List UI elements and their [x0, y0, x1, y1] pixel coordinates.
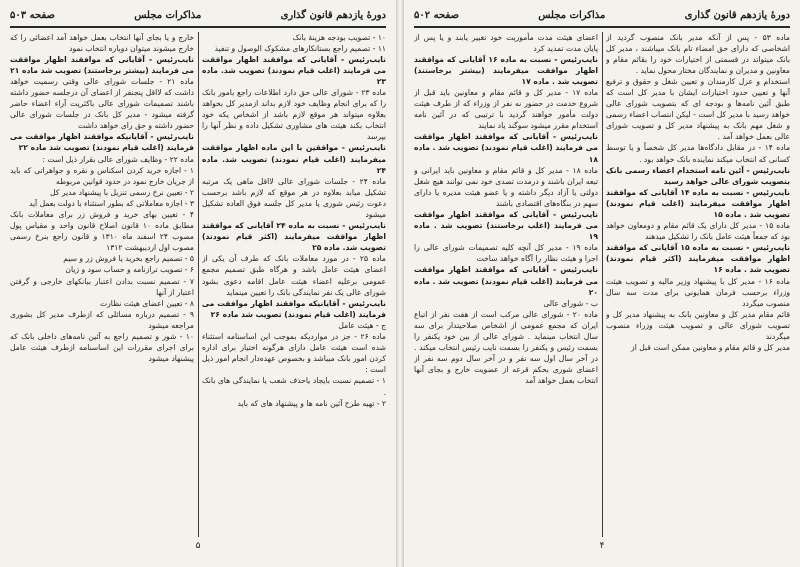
page-label: صفحه ۵۰۳: [10, 9, 55, 21]
text-paragraph: اعضای هیئت مدت مأموریت خود تغییر یابند و یا پس از پایان مدت تمدید کرد: [414, 32, 598, 53]
text-paragraph: ج - هیئت عامل: [338, 320, 386, 330]
header-rule: [414, 26, 790, 28]
text-paragraph: ۶ - تصویب ترازنامه و حساب سود و زیان: [65, 265, 194, 275]
text-paragraph: ۹ - تصمیم درباره مسائلی که ازطرف مدیر کل بشوری مراجعه میشود: [10, 309, 194, 330]
session-title: دورهٔ یازدهم قانون گذاری: [684, 9, 790, 21]
text-paragraph: ماده ۱۴ - در مقابل دادگاه‌ها مدیر کل شخصاً و یا توسط کسانی که انتخاب میکند نماینده بانک خواهد بود .: [606, 143, 790, 164]
text-paragraph: ماده ۱۶ - مدیر کل با پیشنهاد وزیر مالیه و تصویب هیئت وزراء برحسب فرمان همایونی برای مدت سه سال منصوب میگردد: [606, 276, 790, 308]
page-502: [404, 0, 800, 567]
speaker-paragraph: نایب‌رئیس - نسبت به ماده ۲۴ آقایانی که موافقند اظهار موافقت میفرمایند (اکثر قیام نمودند) تصویب شد. ماده ۲۵: [202, 221, 386, 253]
text-paragraph: ماده ۲۱ - جلسات شورای عالی وقتی رسمیت خواهد داشت که لااقل پنجنفر از اعضای آن درجلسه حضور داشته باشند تصمیمات شورای عالی باکثریت آراء اعضاء حاضر گرفته میشود - مدیر کل بانک در جلسات شورای عالی حضور داشته و حق رای خواهد داشت: [10, 76, 194, 131]
speaker-paragraph: نایب‌رئیس - نسبت به ماده ۱۵ آقایانی که موافقند اظهار موافقت میفرمایند (اکثر قیام نمودند) تصویب شد . ماده ۱۶: [606, 243, 790, 275]
text-paragraph: ماده ۵۳ - پس از آنکه مدیر بانک منصوب گردید از اشخاصی که دارای حق امضاء تام بانک میباشند ، مدیر کل بانک میتواند در قسمتی از اختیارات خود را بقائم مقام و معاونین و مدیران و نمایندگان مختار محول نماید .: [606, 32, 790, 75]
text-paragraph: ۱ - اجازه خرید کردن اسکناس و نقره و جواهراتی که باید از جریان خارج نمود در حدود قوانین مربوطه: [10, 165, 194, 186]
text-paragraph: ماده ۱۸ - مدیر کل و قائم مقام و معاونین باید ایرانی و تبعه ایران باشند و درمدت تصدی خود نمی توانند هیچ شغل دولتی یا آزاد دیگر داشته و یا عضو هیئت مدیره یا دارای سهم در بنگاه‌های اقتصادی باشند: [414, 165, 598, 208]
text-paragraph: ماده ۲۶ - جز در مواردیکه بموجب این اساسنامه استثناء شده است هیئت عامل دارای هرگونه اختیار برای اداره کردن امور بانک میباشد و بخصوص عهده‌دار انجام امور ذیل است :: [202, 332, 386, 375]
text-paragraph: قائم مقام مدیر کل و معاونین بانک به پیشنهاد مدیر کل و تصویب شورای عالی و تصویب هیئت وزراء منصوب میگردند: [606, 309, 790, 342]
page-number: ۵: [195, 540, 201, 551]
speaker-paragraph: نایب‌رئیس - نسبت به ماده ۱۴ آقایانی که موافقند اظهار موافقت میفرمایند (اغلب قیام نمودند) تصویب شد . ماده ۱۵: [606, 187, 790, 219]
text-columns: [10, 32, 386, 537]
document-title: مذاکرات مجلس: [538, 9, 606, 21]
column-divider: [198, 32, 199, 537]
speaker-paragraph: نایب‌رئیس - آقایانی که موافقند اظهار موافقت می فرمایند (اغلب قیام نمودند) تصویب شد . ماده ۱۸: [414, 132, 598, 164]
text-paragraph: ماده ۲۳ - شورای عالی حق دارد اطلاعات راجع بامور بانک را که برای انجام وظایف خود لازم بداند ازمدیر کل بخواهد بعلاوه میتواند هر موقع لازم باشد از اشخاص یکه خود انتخاب بکند هیئت های مشاوری تشکیل داده و نظر آنها را بپرسد: [202, 87, 386, 142]
text-paragraph: ۱۱ - تصمیم راجع بستانکارهای مشکوک الوصول و تنفیذ: [214, 43, 386, 53]
text-paragraph: ۱۰ - شور و تصمیم راجع به آئین نامه‌های داخلی بانک که برای اجرای مقررات این اساسنامه ازطرف هیئت عامل پیشنهاد میشود: [10, 332, 194, 364]
column-divider: [602, 32, 603, 537]
text-columns: [414, 32, 790, 537]
speaker-paragraph: نایب‌رئیس - آقایانیکه موافقند اظهار موافقت می فرمایند (اغلب قیام نمودند) تصویب شد ماده ۲۶: [202, 298, 386, 319]
speaker-paragraph: نایب‌رئیس - آقایانی که موافقند اظهار موافقت می فرمایند (اغلب برخاستند) تصویب شد . ماده ۱۹: [414, 210, 598, 242]
speaker-paragraph: نایب‌رئیس - آقایانی که موافقند اظهار موافقت می فرمایند (بیشتر برخاستند) تصویب شد ماده ۲۱: [10, 54, 194, 75]
page-label: صفحه ۵۰۲: [414, 9, 459, 21]
speaker-paragraph: نایب‌رئیس - آقایانیکه موافقند اظهار موافقت می فرمایند (اغلب قیام نمودند) تصویب شد ماده ۲۲: [10, 132, 194, 153]
speaker-paragraph: نایب‌رئیس - موافقین با این ماده اظهار موافقت میفرمایند (اغلب قیام نمودند) تصویب شد. ماده ۲۴: [202, 143, 386, 175]
book-gutter: [396, 0, 404, 567]
text-paragraph: ۲ - تهیه طرح آئین نامه ها و پیشنهاد های که باید: [237, 398, 386, 408]
speaker-paragraph: نایب‌رئیس - آئین نامه استخدام اعضاء رسمی بانک بتصویب شورای عالی خواهد رسید: [606, 165, 790, 186]
right-column: [606, 32, 790, 537]
left-column: [414, 32, 598, 537]
text-paragraph: ماده ۲۰ - شورای عالی مرکب است از هفت نفر از اتباع ایران که مجمع عمومی از اشخاص صلاحیتدار برای سه سال انتخاب مینماید . شورای عالی از بین خود یکنفر را بسمت رئیس و یکنفر را بسمت نایب رئیس انتخاب میکند . در آخر سال اول سه نفر و در آخر سال دوم سه نفر از اعضای شوری بحکم قرعه از عضویت خارج و بجای آنها انتخاب بعمل خواهد آمد: [414, 309, 598, 386]
text-paragraph: ۸ - تعیین اعضای هیئت نظارت: [99, 298, 194, 308]
text-paragraph: ۱ - تصمیم نسبت بایجاد یاحذف شعب یا نمایندگی های بانک .: [202, 376, 386, 397]
page-503: [0, 0, 396, 567]
text-paragraph: خارج و یا بجای آنها انتخاب بعمل خواهد آمد اعضائی را که خارج میشوند میتوان دوباره انتخاب نمود: [10, 32, 194, 53]
text-paragraph: ۱۰ - تصویب بودجه هزینهٔ بانک: [292, 32, 386, 42]
text-paragraph: ماده ۲۵ - در مورد معاملات بانک که طرف آن یکی از اعضای هیئت عامل باشد و هرگاه طبق تصمیم مجمع عمومی برعلیه اعضاء هیئت عامل اقامه دعوی بشود شورای عالی یک نفر نمایندگی بانک را تعیین مینماید: [202, 254, 386, 297]
speaker-paragraph: نایب‌رئیس - آقایانی که موافقند اظهار موافقت می فرمایند (اغلب قیام نمودند) تصویب شد. ماده ۲۳: [202, 54, 386, 86]
text-paragraph: ماده ۲۴ - جلسات شورای عالی لااقل ماهی یک مرتبه تشکیل میابد بعلاوه در هر موقع که لازم باشد برحسب دعوت رئیس شوری یا مدیر کل جلسه فوق العاده تشکیل میشود: [202, 176, 386, 219]
right-column: [202, 32, 386, 537]
text-paragraph: ۵ - تصمیم راجع بخرید یا فروش زر و سیم: [63, 254, 194, 264]
speaker-paragraph: نایب‌رئیس - آقایانی که موافقند اظهار موافقت می فرمایند (اغلب قیام نمودند) تصویب شد . ماده ۲۰: [414, 265, 598, 297]
text-paragraph: ۲ - تعیین نرخ رسمی تنزیل با پیشنهاد مدیر کل: [50, 187, 194, 197]
page-header: [10, 6, 386, 26]
text-paragraph: ماده ۲۲ - وظایف شورای عالی بقرار ذیل است :: [42, 154, 194, 164]
text-paragraph: ماده ۱۵ - مدیر کل دارای یک قائم مقام و دومعاون خواهد بود که جمعاً هیئت عامل بانک را تشکیل میدهند: [606, 221, 790, 242]
text-paragraph: ۷ - تصمیم نسبت بدادن اعتبار ببانکهای خارجی و گرفتن اعتبار از آنها: [10, 276, 194, 297]
document-title: مذاکرات مجلس: [134, 9, 202, 21]
left-column: [10, 32, 194, 537]
page-number: ۴: [599, 540, 605, 551]
page-header: [414, 6, 790, 26]
header-rule: [10, 26, 386, 28]
text-paragraph: ماده ۱۷ - مدیر کل و قائم مقام و معاونین باید قبل از شروع خدمت در حضور نه نفر از وزراء که از طرف هیئت دولت مأمور خواهند گردید با ترتیبی که در آئین نامه استخدام مقرر میشود سوگند یاد نمایند: [414, 87, 598, 131]
text-paragraph: ۳ - اجازه معاملاتی که بطور استثناء با دولت بعمل آید: [28, 198, 194, 208]
text-paragraph: مدیر کل و قائم مقام و معاونین ممکن است قبل از: [631, 343, 790, 353]
text-paragraph: استخدام و عزل کارمندان و تعیین شغل و حقوق و ترفیع آنها و تعیین حدود اختیارات ایشان با مدیر کل است که طبق آئین نامه‌ها و بودجه ای که بتصویب شورای عالی خواهد رسید با مدیر کل است - لیکن انتصاب اعضاء رسمی و شغل مهم بانک به پیشنهاد مدیر کل و تصویب شورای عالی بعمل خواهد آمد .: [606, 76, 790, 142]
text-paragraph: ب - شورای عالی: [543, 298, 598, 308]
text-paragraph: ۴ - تعیین بهای خرید و فروش زر برای معاملات بانک مطابق ماده ۱۰ قانون اصلاح قانون واحد و مقیاس پول مصوب ۲۴ اسفند ماه ۱۳۱۰ و قانون راجع بنرخ رسمی مصوب اول اردیبهشت ۱۳۱۲: [10, 210, 194, 253]
text-paragraph: ماده ۱۹ - مدیر کل آنچه کلیه تصمیمات شورای عالی را اجرا و هیئت نظار را آگاه خواهد ساخت: [414, 243, 598, 264]
speaker-paragraph: نایب‌رئیس - نسبت به ماده ۱۶ آقایانی که موافقند اظهار موافقت میفرمایند (بیشتر برخاستند) تصویب شد . ماده ۱۷: [414, 54, 598, 86]
session-title: دورهٔ یازدهم قانون گذاری: [280, 9, 386, 21]
